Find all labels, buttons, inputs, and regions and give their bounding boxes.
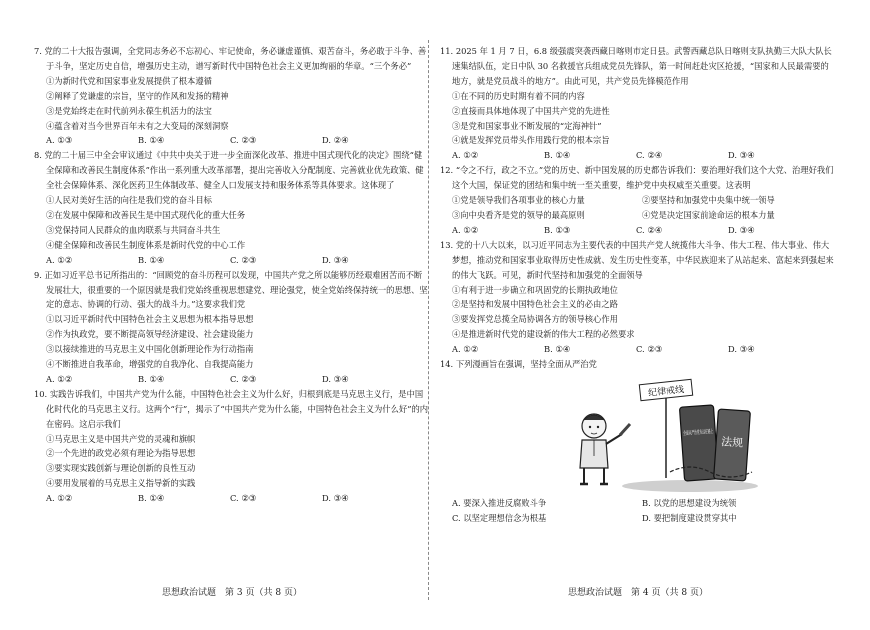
choice-d[interactable]: D. ③④ [322, 254, 349, 265]
choice-d[interactable]: D. ③④ [322, 373, 349, 384]
question-stem: 7. 党的二十大报告强调，全党同志务必不忘初心、牢记使命，务必谦虚谨慎、艰苦奋斗，务必敢于斗争、善于斗争，坚定历史自信，增强历史主动，谱写新时代中国特色社会主义更加绚丽的华章。“三个务必” [34, 46, 427, 71]
answer-choices [440, 148, 836, 163]
option-1: ①党是领导我们各项事业的核心力量 [452, 195, 585, 206]
answer-choices [34, 253, 430, 268]
choice-c[interactable]: C. 以坚定理想信念为根基 [452, 512, 547, 523]
option-1: ①马克思主义是中国共产党的灵魂和旗帜 [46, 433, 196, 444]
answer-choices [440, 223, 836, 238]
choice-d[interactable]: D. ③④ [728, 150, 755, 161]
answer-choices [440, 496, 836, 526]
right-page [440, 44, 836, 526]
option-2: ②作为执政党，要不断提高领导经济建设、社会建设能力 [46, 329, 254, 340]
option-3: ③党保持同人民群众的血肉联系与共同奋斗共生 [46, 224, 221, 235]
option-2: ②要坚持和加强党中央集中统一领导 [642, 195, 775, 206]
man-figure [580, 414, 622, 484]
choice-d[interactable]: D. 要把制度建设贯穿其中 [642, 512, 737, 523]
choice-c[interactable]: C. ②④ [636, 224, 663, 235]
option-row [440, 208, 836, 223]
choice-a[interactable]: A. ①② [46, 493, 73, 504]
choice-c[interactable]: C. ②④ [636, 150, 663, 161]
left-page [34, 44, 430, 506]
choice-c[interactable]: C. ②③ [230, 135, 257, 146]
footer-page-4: 思想政治试题 第 4 页（共 8 页） [568, 588, 708, 598]
option-1: ①有利于进一步确立和巩固党的长期执政地位 [452, 284, 618, 295]
cartoon-illustration [570, 376, 760, 494]
choice-d[interactable]: D. ③④ [322, 493, 349, 504]
question-stem: 10. 实践告诉我们，中国共产党为什么能，中国特色社会主义为什么好，归根到底是马克思主义行，是中国化时代化的马克思主义行。这两个“行”，揭示了“中国共产党为什么能，中国特色社会主义为什么好”的内在密码。这启示我们 [34, 388, 429, 429]
choice-a[interactable]: A. 要深入推进反腐败斗争 [452, 497, 547, 508]
option-1: ①人民对美好生活的向往是我们党的奋斗目标 [46, 195, 212, 206]
choice-b[interactable]: B. ①④ [544, 150, 571, 161]
question-stem: 11. 2025 年 1 月 7 日，6.8 级强震突袭西藏日喀则市定日县。武警西藏总队日喀则支队执勤三大队大队长速集结队伍，定日中队 30 名救援官兵组成党员先锋队，第一时间赶赴灾区抢援，“国家和人民最需要的地方，就是党员战斗的地方”。由此可见，共产党员先锋模范作用 [440, 46, 832, 86]
sign-text: 纪律戒线 [647, 385, 685, 399]
ground-shadow [622, 480, 758, 492]
choice-b[interactable]: B. ①④ [138, 373, 165, 384]
choice-a[interactable]: A. ①② [452, 150, 479, 161]
question-stem: 14. 下列漫画旨在强调，坚持全面从严治党 [440, 359, 597, 370]
choice-b[interactable]: B. ①④ [138, 254, 165, 265]
question-stem: 12. “令之不行，政之不立。”党的历史、新中国发展的历史都告诉我们：要治理好我们这个大党、治理好我们这个大国，保证党的团结和集中统一至关重要，维护党中央权威至关重要。这表明 [440, 165, 834, 191]
slab-left [679, 405, 718, 481]
question-stem: 13. 党的十八大以来，以习近平同志为主要代表的中国共产党人统揽伟大斗争、伟大工程、伟大事业、伟大梦想，推动党和国家事业取得历史性成就、发生历史性变革，中华民族迎来了从站起来、富起来到强起来的伟大飞跃。可见，新时代坚持和加强党的全面领导 [440, 239, 834, 280]
option-4: ④就是发挥党员带头作用践行党的根本宗旨 [452, 135, 610, 146]
question-9 [34, 268, 430, 387]
question-stem: 9. 正如习近平总书记所指出的：“回顾党的奋斗历程可以发现，中国共产党之所以能够历经艰难困苦而不断发展壮大，很重要的一个原因就是我们党始终重视思想建党、理论强党，使全党始终保持统一的思想、坚定的意志、协调的行动、强大的战斗力。”这要求我们党 [34, 269, 428, 310]
slab-right-text: 法规 [720, 435, 744, 450]
option-row [440, 193, 836, 208]
choice-a[interactable]: A. ①② [452, 344, 479, 355]
option-4: ④蕴含着对当今世界百年未有之大变局的深刻洞察 [46, 120, 229, 131]
option-2: ②阐释了党谦虚的宗旨，坚守的作风和发扬的精神 [46, 90, 229, 101]
question-12 [440, 163, 836, 238]
choice-c[interactable]: C. ②③ [230, 254, 257, 265]
answer-choices [34, 491, 430, 506]
option-4: ④要用发展着的马克思主义指导新的实践 [46, 478, 196, 489]
question-13 [440, 238, 836, 357]
choice-a[interactable]: A. ①③ [46, 135, 73, 146]
choice-d[interactable]: D. ③④ [728, 224, 755, 235]
option-1: ①以习近平新时代中国特色社会主义思想为根本指导思想 [46, 314, 254, 325]
option-4: ④党是决定国家前途命运的根本力量 [642, 209, 775, 220]
option-3: ③要发挥党总揽全局协调各方的领导核心作用 [452, 314, 618, 325]
page-divider [428, 40, 429, 600]
option-3: ③是党和国家事业不断发展的“定海神针” [452, 120, 602, 131]
slab-right [714, 409, 751, 481]
choice-b[interactable]: B. ①④ [544, 344, 571, 355]
option-4: ④健全保障和改善民生制度体系是新时代党的中心工作 [46, 239, 246, 250]
option-2: ②在发展中保障和改善民生是中国式现代化的重大任务 [46, 209, 246, 220]
option-2: ②一个先进的政党必须有理论为指导思想 [46, 448, 196, 459]
footer-page-3: 思想政治试题 第 3 页（共 8 页） [162, 588, 302, 598]
question-11 [440, 44, 836, 163]
option-2: ②是坚持和发展中国特色社会主义的必由之路 [452, 299, 618, 310]
question-10 [34, 387, 430, 506]
option-2: ②直接而具体地体现了中国共产党的先进性 [452, 105, 610, 116]
answer-choices [34, 372, 430, 387]
option-4: ④不断推进自我革命，增强党的自我净化、自我提高能力 [46, 359, 254, 370]
choice-c[interactable]: C. ②③ [230, 493, 257, 504]
choice-d[interactable]: D. ②④ [322, 135, 349, 146]
choice-b[interactable]: B. ①③ [544, 224, 571, 235]
option-3: ③是党始终走在时代前列永葆生机活力的法宝 [46, 105, 212, 116]
choice-a[interactable]: A. ①② [46, 254, 73, 265]
choice-b[interactable]: B. ①④ [138, 493, 165, 504]
choice-a[interactable]: A. ①② [452, 224, 479, 235]
choice-d[interactable]: D. ③④ [728, 344, 755, 355]
option-3: ③以接续推进的马克思主义中国化创新理论作为行动指南 [46, 344, 254, 355]
answer-choices [34, 133, 430, 148]
pen-shape [620, 424, 630, 435]
choice-c[interactable]: C. ②③ [636, 344, 663, 355]
question-7 [34, 44, 430, 148]
question-8 [34, 148, 430, 267]
option-3: ③要实现实践创新与理论创新的良性互动 [46, 463, 196, 474]
option-1: ①为新时代党和国家事业发展提供了根本遵循 [46, 75, 212, 86]
cartoon [570, 376, 760, 494]
choice-b[interactable]: B. 以党的思想建设为统领 [642, 497, 737, 508]
option-4: ④是推进新时代党的建设新的伟大工程的必然要求 [452, 329, 635, 340]
choice-c[interactable]: C. ②③ [230, 373, 257, 384]
question-14 [440, 357, 836, 526]
choice-b[interactable]: B. ①④ [138, 135, 165, 146]
choice-a[interactable]: A. ①② [46, 373, 73, 384]
question-stem: 8. 党的二十届三中全会审议通过《中共中央关于进一步全面深化改革、推进中国式现代化的决定》围绕“健全保障和改善民生制度体系”作出一系列重大改革部署，提出完善收入分配制度、完善就业优先政策、健全社会保障体系、深化医药卫生体制改革、健全人口发展支持和服务体系等具体要求。这体现了 [34, 150, 424, 191]
option-3: ③向中央看齐是党的领导的最高原则 [452, 209, 585, 220]
answer-choices [440, 342, 836, 357]
option-1: ①在不同的历史时期有着不同的内容 [452, 90, 585, 101]
